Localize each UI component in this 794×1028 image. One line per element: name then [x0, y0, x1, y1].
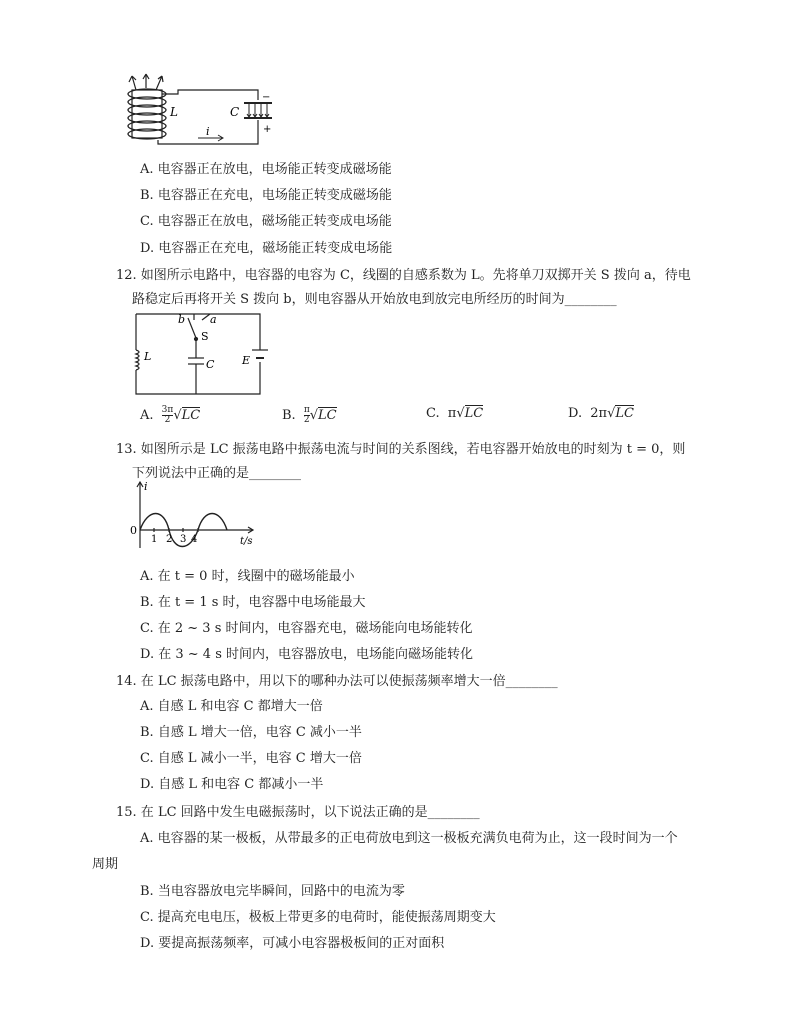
q14-option-c: C. 自感 L 减小一半，电容 C 增大一倍 [140, 751, 362, 766]
fig-current-time-graph [128, 478, 268, 552]
fig1-label-C: C [230, 105, 240, 119]
q15-option-a-line2: 周期 [92, 857, 119, 872]
q13-option-b: B. 在 t = 1 s 时，电容器中电场能最大 [140, 595, 366, 610]
fig12-label-E: E [242, 354, 251, 367]
q15-option-d: D. 要提高振荡频率，可减小电容器极板间的正对面积 [140, 936, 445, 951]
q14-option-b: B. 自感 L 增大一倍，电容 C 减小一半 [140, 725, 362, 740]
fig12-label-L: L [144, 350, 152, 363]
q15-option-c: C. 提高充电电压，极板上带更多的电荷时，能使振荡周期变大 [140, 910, 496, 925]
q12-option-a-fraction: $\frac{3\pi}{2}$ [161, 405, 174, 425]
q14-option-d: D. 自感 L 和电容 C 都减小一半 [140, 777, 324, 792]
q11-option-d: D. 电容器正在充电，磁场能正转变成电场能 [140, 241, 393, 256]
fig13-tick-3: 3 [180, 534, 187, 545]
q11-option-b: B. 电容器正在充电，电场能正转变成磁场能 [140, 188, 392, 203]
q12-option-a-sqrt: √LC [173, 408, 201, 423]
fig12-label-a: a [210, 313, 217, 326]
fig13-y-label: i [144, 480, 148, 493]
fig1-label-L: L [170, 105, 178, 119]
q12-option-a: A. $\frac{3\pi}{2}$ √LC [140, 405, 201, 425]
fig-switch-circuit [128, 310, 268, 400]
fig13-x-label: t/s [240, 536, 253, 547]
fig1-plus: + [263, 124, 272, 135]
fig13-tick-2: 2 [166, 534, 173, 545]
fig13-tick-1: 1 [151, 534, 158, 545]
q11-option-c: C. 电容器正在放电，磁场能正转变成电场能 [140, 214, 392, 229]
q12-option-b-sqrt: √LC [309, 408, 337, 423]
q15-stem: 15. 在 LC 回路中发生电磁振荡时，以下说法正确的是________ [116, 805, 480, 820]
q12-option-b-fraction: $\frac{\pi}{2}$ [303, 405, 310, 425]
fig12-label-b: b [178, 313, 186, 326]
q12-option-b: B. $\frac{\pi}{2}$ √LC [282, 405, 337, 425]
q14-stem: 14. 在 LC 振荡电路中，用以下的哪种办法可以使振荡频率增大一倍________ [116, 674, 558, 689]
fig1-label-i: i [206, 125, 210, 138]
q14-option-a: A. 自感 L 和电容 C 都增大一倍 [140, 699, 323, 714]
q11-option-a: A. 电容器正在放电，电场能正转变成磁场能 [140, 162, 392, 177]
q13-stem-line2: 下列说法中正确的是________ [132, 466, 302, 481]
q13-option-d: D. 在 3 ~ 4 s 时间内，电容器放电，电场能向磁场能转化 [140, 647, 473, 662]
fig-coil-capacitor [118, 70, 283, 150]
q15-option-a-line1: A. 电容器的某一极板，从带最多的正电荷放电到这一极板充满负电荷为止，这一段时间为一个 [140, 831, 678, 846]
q13-option-c: C. 在 2 ~ 3 s 时间内，电容器充电，磁场能向电场能转化 [140, 621, 473, 636]
q12-option-c: C. π√LC [426, 406, 484, 421]
fig13-origin: 0 [130, 524, 137, 537]
q13-option-a: A. 在 t = 0 时，线圈中的磁场能最小 [140, 569, 355, 584]
fig12-label-S: S [201, 330, 209, 343]
q15-option-b: B. 当电容器放电完毕瞬间，回路中的电流为零 [140, 884, 405, 899]
q12-stem-line1: 12. 如图所示电路中，电容器的电容为 C，线圈的自感系数为 L。先将单刀双掷开关 S 拨向 a，待电 [116, 268, 691, 283]
q13-stem-line1: 13. 如图所示是 LC 振荡电路中振荡电流与时间的关系图线，若电容器开始放电的时刻为 t = 0，则 [116, 442, 686, 457]
fig1-minus: − [262, 92, 271, 103]
q12-stem-line2: 路稳定后再将开关 S 拨向 b，则电容器从开始放电到放完电所经历的时间为________ [132, 292, 617, 307]
fig12-label-C: C [206, 358, 215, 371]
fig13-tick-4: 4 [191, 534, 198, 545]
q12-option-d: D. 2π√LC [568, 406, 634, 421]
